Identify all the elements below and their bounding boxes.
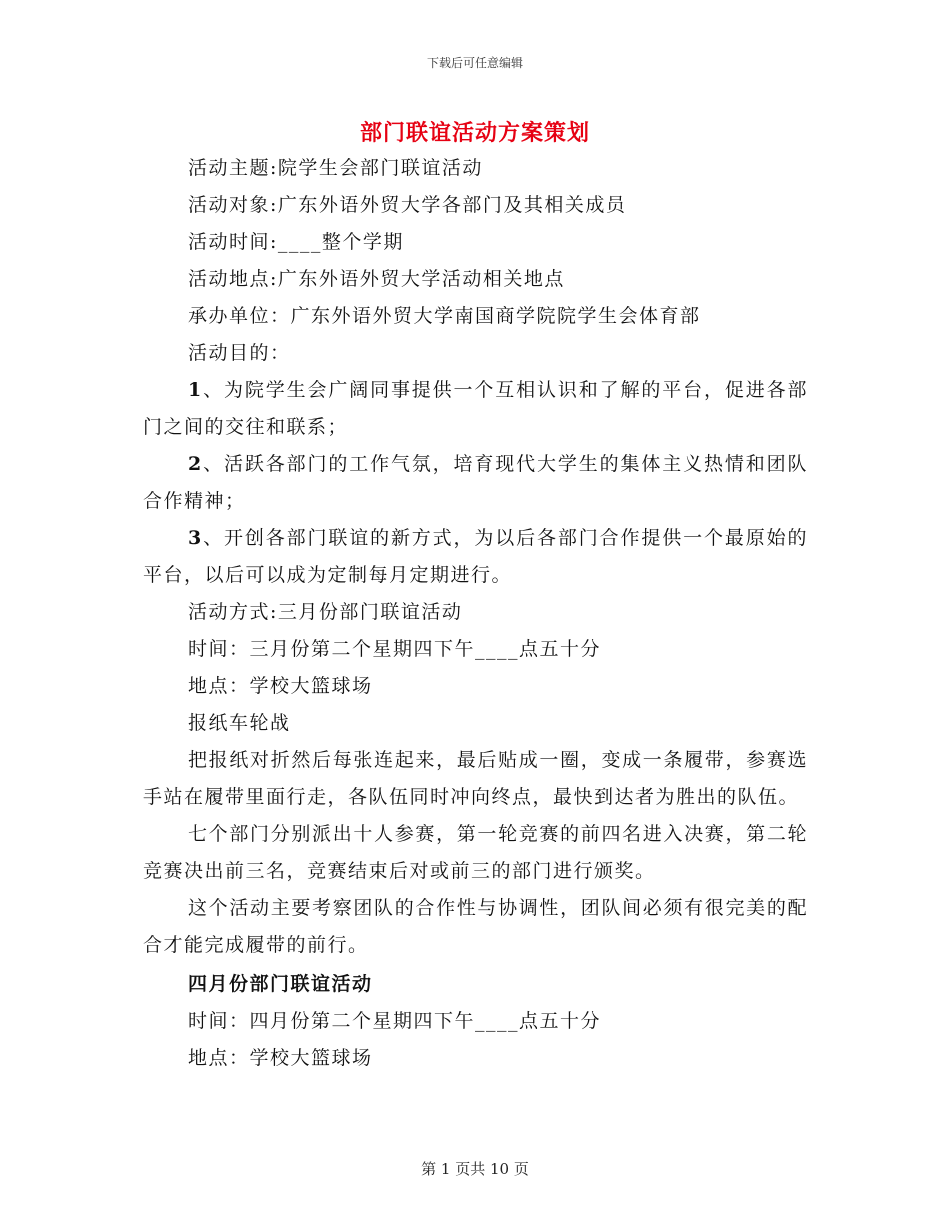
info-target: 活动对象:广东外语外贸大学各部门及其相关成员 [188, 194, 627, 216]
goal-text: 、活跃各部门的工作气氛，培育现代大学生的集体主义热情和团队合作精神； [143, 453, 808, 512]
goal-text: 、为院学生会广阔同事提供一个互相认识和了解的平台，促进各部门之间的交往和联系； [143, 379, 808, 438]
march-paragraph: 七个部门分别派出十人参赛，第一轮竞赛的前四名进入决赛，第二轮竞赛决出前三名，竞赛结束后对或前三的部门进行颁奖。 [143, 823, 808, 882]
goal-number: 2 [188, 453, 203, 475]
goal-item [143, 446, 808, 520]
march-paragraph: 把报纸对折然后每张连起来，最后贴成一圈，变成一条履带，参赛选手站在履带里面行走，各队伍同时冲向终点，最快到达者为胜出的队伍。 [143, 749, 808, 808]
goal-number: 3 [188, 527, 203, 549]
document-title: 部门联谊活动方案策划 [359, 120, 590, 146]
goal-number: 1 [188, 379, 203, 401]
goal-text: 、开创各部门联谊的新方式，为以后各部门合作提供一个最原始的平台，以后可以成为定制每月定期进行。 [143, 527, 808, 586]
goal-item [143, 520, 808, 594]
info-organizer: 承办单位：广东外语外贸大学南国商学院院学生会体育部 [188, 305, 701, 327]
info-time: 活动时间:____整个学期 [188, 231, 404, 253]
document-body [143, 150, 808, 1077]
april-place: 地点：学校大篮球场 [188, 1047, 373, 1069]
goal-item [143, 372, 808, 446]
info-location: 活动地点:广东外语外贸大学活动相关地点 [188, 268, 565, 290]
info-theme: 活动主题:院学生会部门联谊活动 [188, 157, 483, 179]
march-method: 活动方式:三月份部门联谊活动 [188, 601, 463, 623]
page-number: 第 1 页共 10 页 [421, 1160, 529, 1178]
page-header-note: 下载后可任意编辑 [426, 56, 523, 70]
april-time: 时间：四月份第二个星期四下午____点五十分 [188, 1010, 602, 1032]
march-place: 地点：学校大篮球场 [188, 675, 373, 697]
april-heading: 四月份部门联谊活动 [188, 973, 373, 995]
info-purpose-label: 活动目的： [188, 342, 291, 364]
march-game-name: 报纸车轮战 [188, 712, 291, 734]
march-time: 时间：三月份第二个星期四下午____点五十分 [188, 638, 602, 660]
march-paragraph: 这个活动主要考察团队的合作性与协调性，团队间必须有很完美的配合才能完成履带的前行。 [143, 897, 808, 956]
